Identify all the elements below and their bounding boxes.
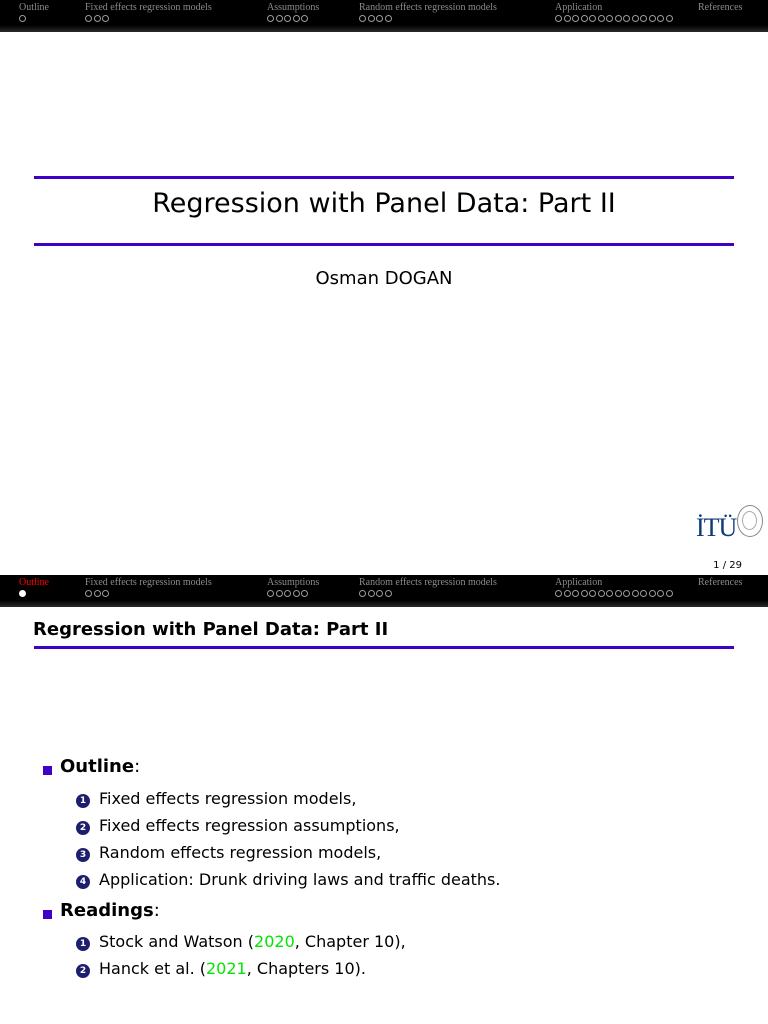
- nav-dot[interactable]: [276, 590, 283, 597]
- nav-section-fixed-effects[interactable]: [85, 577, 212, 599]
- nav-dot[interactable]: [555, 590, 562, 597]
- outline-item-text: Application: Drunk driving laws and traffic deaths.: [99, 870, 501, 889]
- outline-item-text: Fixed effects regression models,: [99, 789, 357, 808]
- nav-section-dots: [85, 14, 212, 24]
- nav-dot[interactable]: [94, 15, 101, 22]
- enum-ball-icon: 1: [76, 937, 90, 951]
- nav-section-application[interactable]: [555, 2, 674, 24]
- nav-dot[interactable]: [632, 15, 639, 22]
- nav-section-dots: [555, 14, 674, 24]
- nav-dot[interactable]: [19, 15, 26, 22]
- nav-section-dots: [555, 589, 674, 599]
- nav-dot[interactable]: [385, 590, 392, 597]
- bullet-square-icon: [43, 766, 52, 775]
- nav-dot[interactable]: [598, 590, 605, 597]
- itu-logo: [696, 503, 764, 543]
- reading-text-before: Hanck et al. (: [99, 959, 206, 978]
- nav-dot[interactable]: [623, 15, 630, 22]
- nav-section-dots: [267, 589, 319, 599]
- nav-dot[interactable]: [284, 590, 291, 597]
- nav-dot[interactable]: [359, 15, 366, 22]
- nav-dot-current[interactable]: [19, 590, 26, 597]
- reading-item: [76, 959, 366, 978]
- nav-section-label: Outline: [19, 2, 49, 13]
- nav-dot[interactable]: [555, 15, 562, 22]
- nav-dot[interactable]: [572, 15, 579, 22]
- outline-label: Outline: [60, 756, 135, 777]
- enum-ball-icon: 4: [76, 875, 90, 889]
- nav-dot[interactable]: [276, 15, 283, 22]
- enum-ball-icon: 2: [76, 821, 90, 835]
- nav-dot[interactable]: [632, 590, 639, 597]
- nav-dot[interactable]: [267, 15, 274, 22]
- nav-section-random-effects[interactable]: [359, 2, 497, 24]
- nav-section-dots: [267, 14, 319, 24]
- nav-dot[interactable]: [623, 590, 630, 597]
- reading-item: [76, 932, 406, 951]
- nav-dot[interactable]: [615, 15, 622, 22]
- title-bottom-rule: [34, 243, 734, 246]
- nav-dot[interactable]: [572, 590, 579, 597]
- nav-dot[interactable]: [606, 15, 613, 22]
- nav-dot[interactable]: [657, 15, 664, 22]
- outline-item-text: Random effects regression models,: [99, 843, 382, 862]
- nav-section-random-effects[interactable]: [359, 577, 497, 599]
- nav-section-application[interactable]: [555, 577, 674, 599]
- reading-text-after: , Chapter 10),: [294, 932, 406, 951]
- nav-section-label: Application: [555, 2, 603, 13]
- nav-dot[interactable]: [649, 15, 656, 22]
- nav-dot[interactable]: [640, 590, 647, 597]
- nav-dot[interactable]: [598, 15, 605, 22]
- nav-section-assumptions[interactable]: [267, 577, 319, 599]
- readings-heading: [60, 900, 160, 921]
- outline-item: [76, 789, 356, 808]
- nav-section-fixed-effects[interactable]: [85, 2, 212, 24]
- university-seal-icon: [737, 505, 763, 537]
- outline-item: [76, 843, 381, 862]
- nav-section-references[interactable]: [698, 577, 742, 588]
- nav-section-label: Random effects regression models: [359, 577, 497, 588]
- nav-section-outline[interactable]: [19, 2, 49, 24]
- frame-title-rule: [34, 646, 734, 649]
- nav-dot[interactable]: [368, 590, 375, 597]
- nav-dot[interactable]: [376, 590, 383, 597]
- reading-text-after: , Chapters 10).: [246, 959, 366, 978]
- enum-ball-icon: 1: [76, 794, 90, 808]
- nav-section-dots: [19, 14, 49, 24]
- nav-dot[interactable]: [581, 590, 588, 597]
- outline-item: [76, 816, 400, 835]
- nav-section-assumptions[interactable]: [267, 2, 319, 24]
- nav-section-references[interactable]: [698, 2, 742, 13]
- nav-dot[interactable]: [301, 15, 308, 22]
- readings-label: Readings: [60, 900, 154, 921]
- nav-section-outline[interactable]: [19, 577, 49, 599]
- nav-dot[interactable]: [94, 590, 101, 597]
- citation-year-link[interactable]: 2021: [206, 959, 247, 978]
- nav-dot[interactable]: [102, 15, 109, 22]
- title-top-rule: [34, 176, 734, 179]
- nav-dot[interactable]: [102, 590, 109, 597]
- nav-dot[interactable]: [85, 15, 92, 22]
- outline-slide: [0, 575, 768, 1024]
- nav-dot[interactable]: [284, 15, 291, 22]
- bullet-square-icon: [43, 910, 52, 919]
- page-number: 1 / 29: [713, 560, 742, 571]
- nav-dot[interactable]: [589, 15, 596, 22]
- nav-dot[interactable]: [606, 590, 613, 597]
- section-navigation-bar: [0, 575, 768, 607]
- nav-dot[interactable]: [385, 15, 392, 22]
- nav-section-label: References: [698, 2, 743, 13]
- nav-section-label: References: [698, 577, 743, 588]
- nav-dot[interactable]: [85, 590, 92, 597]
- nav-section-label: Random effects regression models: [359, 2, 497, 13]
- outline-heading: [60, 756, 140, 777]
- outline-colon: :: [134, 756, 141, 777]
- nav-dot[interactable]: [564, 15, 571, 22]
- outline-item: [76, 870, 500, 889]
- nav-dot[interactable]: [368, 15, 375, 22]
- nav-dot[interactable]: [301, 590, 308, 597]
- nav-dot[interactable]: [640, 15, 647, 22]
- nav-section-label: Application: [555, 577, 603, 588]
- nav-dot[interactable]: [581, 15, 588, 22]
- nav-section-label: Fixed effects regression models: [85, 2, 212, 13]
- nav-section-label: Fixed effects regression models: [85, 577, 212, 588]
- nav-dot[interactable]: [359, 590, 366, 597]
- frame-title: Regression with Panel Data: Part II: [33, 619, 389, 640]
- nav-dot[interactable]: [666, 15, 673, 22]
- nav-dot[interactable]: [376, 15, 383, 22]
- nav-section-dots: [359, 589, 497, 599]
- nav-section-dots: [85, 589, 212, 599]
- nav-dot[interactable]: [293, 15, 300, 22]
- nav-section-label: Assumptions: [267, 577, 320, 588]
- nav-section-label: Outline: [19, 577, 49, 588]
- author-name: Osman DOGAN: [315, 268, 453, 289]
- nav-section-dots: [359, 14, 497, 24]
- reading-text-before: Stock and Watson (: [99, 932, 255, 951]
- enum-ball-icon: 3: [76, 848, 90, 862]
- enum-ball-icon: 2: [76, 964, 90, 978]
- nav-dot[interactable]: [589, 590, 596, 597]
- readings-colon: :: [153, 900, 160, 921]
- citation-year-link[interactable]: 2020: [254, 932, 295, 951]
- nav-section-label: Assumptions: [267, 2, 320, 13]
- presentation-title: Regression with Panel Data: Part II: [152, 188, 616, 219]
- nav-dot[interactable]: [666, 590, 673, 597]
- logo-text: İTÜ: [696, 513, 737, 542]
- section-navigation-bar: [0, 0, 768, 32]
- nav-dot[interactable]: [615, 590, 622, 597]
- nav-section-dots: [19, 589, 49, 599]
- nav-dot[interactable]: [564, 590, 571, 597]
- outline-item-text: Fixed effects regression assumptions,: [99, 816, 400, 835]
- nav-dot[interactable]: [649, 590, 656, 597]
- nav-dot[interactable]: [267, 590, 274, 597]
- nav-dot[interactable]: [293, 590, 300, 597]
- nav-dot[interactable]: [657, 590, 664, 597]
